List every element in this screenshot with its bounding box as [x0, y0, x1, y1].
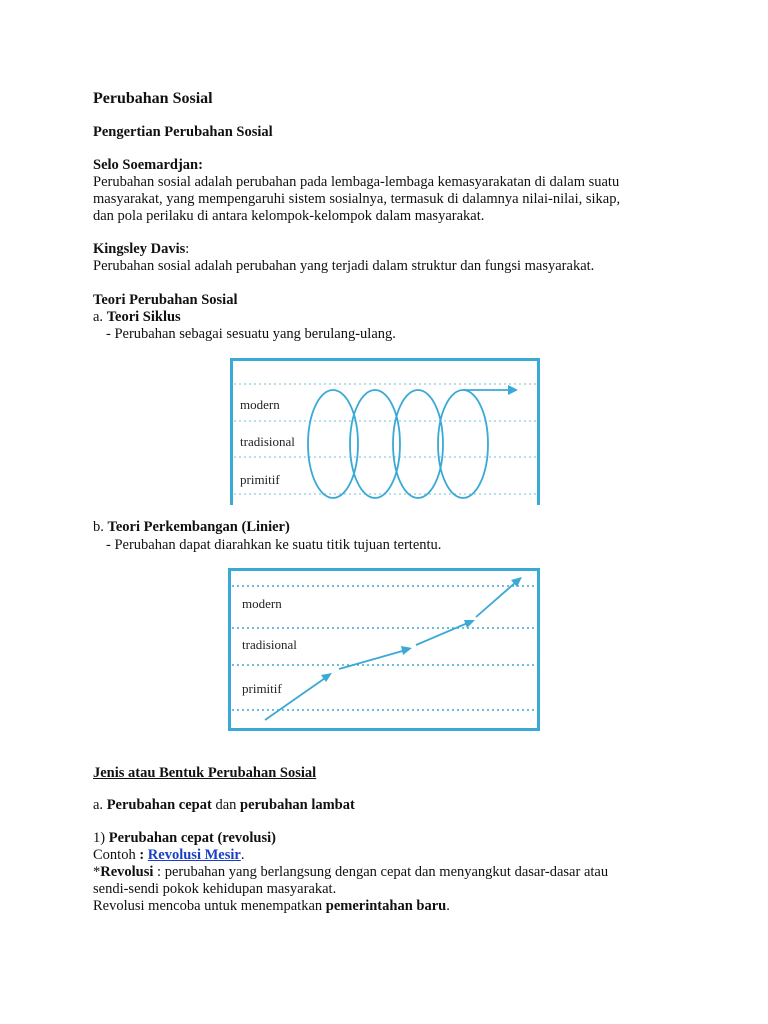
perubahan-cepat-heading [93, 830, 276, 847]
linear-diagram [228, 568, 540, 731]
rev-def: : perubahan yang berlangsung dengan cepat dan menyangkut dasar-dasar atau [153, 864, 609, 880]
cycle-label-modern: modern [240, 397, 280, 412]
jenis-a-prefix: a. [93, 797, 107, 813]
kingsley-colon: : [185, 241, 190, 257]
jenis-a-bold2: perubahan lambat [240, 797, 355, 813]
revolusi-mesir-link[interactable]: Revolusi Mesir [147, 847, 241, 863]
rev-line3-pre: Revolusi mencoba untuk menempatkan [93, 898, 326, 914]
selo-line-2: masyarakat, yang mempengaruhi sistem sosialnya, termasuk di dalamnya nilai-nilai, sikap, [93, 191, 621, 207]
teori-a-prefix: a. [93, 309, 107, 325]
rev-line3-bold: pemerintahan baru [325, 898, 447, 914]
rev-line3-end: . [446, 898, 450, 914]
revolusi-line-3 [93, 898, 450, 915]
rev-star: * [93, 864, 101, 880]
contoh-label: Contoh [93, 847, 140, 863]
contoh-line [93, 847, 244, 864]
jenis-a-mid: dan [211, 797, 240, 813]
kingsley-heading [93, 241, 189, 258]
cycle-diagram [230, 358, 540, 505]
n1-prefix: 1) [93, 830, 109, 846]
jenis-a-bold1: Perubahan cepat [106, 797, 212, 813]
selo-line-3: dan pola perilaku di antara kelompok-kelompok dalam masyarakat. [93, 208, 485, 224]
teori-a [93, 309, 181, 326]
kingsley-name: Kingsley Davis [93, 241, 186, 257]
linear-label-tradisional: tradisional [242, 637, 297, 652]
revolusi-line-2: sendi-sendi pokok kehidupan masyarakat. [93, 881, 337, 897]
teori-b-prefix: b. [93, 519, 108, 535]
cycle-label-primitif: primitif [240, 472, 280, 487]
contoh-end: . [240, 847, 245, 863]
teori-b-name: Teori Perkembangan (Linier) [107, 519, 290, 535]
teori-a-desc: - Perubahan sebagai sesuatu yang berulang-ulang. [106, 326, 396, 342]
kingsley-line: Perubahan sosial adalah perubahan yang terjadi dalam struktur dan fungsi masyarakat. [93, 258, 595, 274]
teori-b [93, 519, 290, 536]
revolusi-line-1 [93, 864, 608, 881]
linear-label-primitif: primitif [242, 681, 282, 696]
linear-label-modern: modern [242, 596, 282, 611]
jenis-heading: Jenis atau Bentuk Perubahan Sosial [93, 765, 317, 781]
cycle-label-tradisional: tradisional [240, 434, 295, 449]
jenis-a [93, 797, 355, 814]
teori-b-desc: - Perubahan dapat diarahkan ke suatu titik tujuan tertentu. [106, 537, 442, 553]
teori-a-name: Teori Siklus [106, 309, 181, 325]
section-subtitle: Pengertian Perubahan Sosial [93, 124, 273, 140]
rev-word: Revolusi [100, 864, 154, 880]
selo-line-1: Perubahan sosial adalah perubahan pada lembaga-lembaga kemasyarakatan di dalam suatu [93, 174, 620, 190]
page-title: Perubahan Sosial [93, 90, 213, 107]
contoh-colon: : [139, 847, 148, 863]
teori-heading: Teori Perubahan Sosial [93, 292, 238, 308]
n1-name: Perubahan cepat (revolusi) [108, 830, 276, 846]
selo-heading: Selo Soemardjan: [93, 157, 203, 173]
